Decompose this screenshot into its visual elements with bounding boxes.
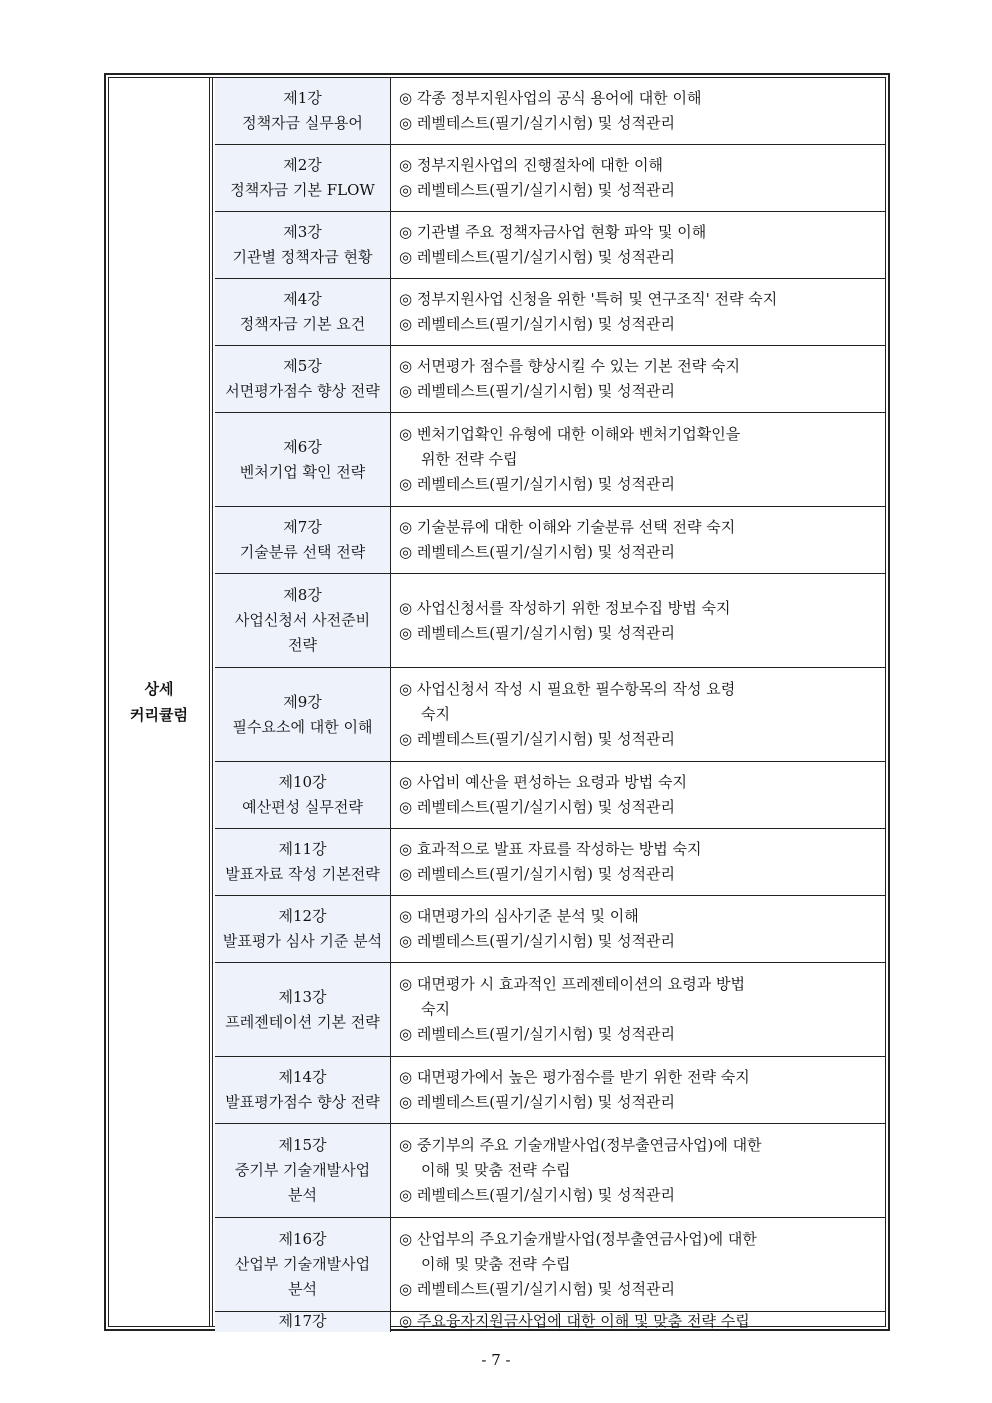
lecture-description-line: ◎ 레벨테스트(필기/실기시험) 및 성적관리	[399, 1093, 675, 1111]
lecture-number: 제1강	[283, 89, 322, 107]
lecture-title: 벤처기업 확인 전략	[239, 462, 366, 481]
page-number: - 7 -	[481, 1351, 511, 1369]
lecture-description-line: ◎ 서면평가 점수를 향상시킬 수 있는 기본 전략 숙지	[399, 357, 741, 375]
lecture-description-line: ◎ 대면평가의 심사기준 분석 및 이해	[399, 907, 639, 925]
curriculum-table	[108, 77, 886, 1330]
lecture-description-line: ◎ 각종 정부지원사업의 공식 용어에 대한 이해	[399, 89, 702, 107]
lecture-description-line: 숙지	[421, 705, 450, 723]
lecture-row	[215, 413, 885, 507]
lecture-description-line: ◎ 주요융자지원금사업에 대한 이해 및 맞춤 전략 수립	[399, 1312, 750, 1330]
lecture-number: 제3강	[283, 223, 322, 241]
lecture-row	[215, 1218, 885, 1312]
lecture-description-line: ◎ 레벨테스트(필기/실기시험) 및 성적관리	[399, 1280, 675, 1298]
lecture-row	[215, 1312, 885, 1332]
lecture-title: 전략	[288, 636, 317, 654]
side-column-divider	[212, 78, 213, 1326]
lecture-description-cell	[391, 829, 885, 895]
lecture-row	[215, 574, 885, 668]
lecture-number: 제13강	[278, 987, 327, 1006]
lecture-title-cell	[215, 762, 391, 828]
lecture-title-cell	[215, 896, 391, 962]
lecture-row	[215, 145, 885, 212]
lecture-title: 산업부 기술개발사업	[234, 1255, 371, 1273]
lecture-title: 기술분류 선택 전략	[239, 543, 366, 561]
side-label-line: 상세	[144, 680, 174, 698]
lecture-row	[215, 507, 885, 574]
lecture-description-cell	[391, 963, 885, 1056]
lecture-description-cell	[391, 1124, 885, 1217]
lecture-description-line: 이해 및 맞춤 전략 수립	[421, 1255, 571, 1273]
lecture-row	[215, 78, 885, 145]
lecture-row	[215, 346, 885, 413]
lecture-description-line: ◎ 대면평가에서 높은 평가점수를 받기 위한 전략 숙지	[399, 1068, 750, 1086]
lecture-description-line: ◎ 중기부의 주요 기술개발사업(정부출연금사업)에 대한	[399, 1136, 762, 1154]
lecture-description-line: ◎ 효과적으로 발표 자료를 작성하는 방법 숙지	[399, 840, 702, 858]
lecture-row	[215, 279, 885, 346]
lecture-title-cell	[215, 668, 391, 761]
curriculum-table-frame	[104, 73, 890, 1331]
lecture-description-line: ◎ 레벨테스트(필기/실기시험) 및 성적관리	[399, 730, 675, 748]
lecture-row	[215, 212, 885, 279]
lecture-description-line: 위한 전략 수립	[421, 450, 518, 468]
lecture-title: 분석	[288, 1280, 317, 1298]
lecture-description-line: ◎ 사업신청서를 작성하기 위한 정보수집 방법 숙지	[399, 598, 731, 617]
lecture-row	[215, 762, 885, 829]
lecture-number: 제7강	[283, 518, 322, 536]
lecture-number: 제2강	[283, 156, 322, 174]
lecture-title: 필수요소에 대한 이해	[232, 717, 373, 736]
lecture-description-cell	[391, 668, 885, 761]
lecture-title-cell	[215, 413, 391, 506]
lecture-description-cell	[391, 896, 885, 962]
lecture-number: 제17강	[278, 1312, 327, 1330]
lecture-description-line: ◎ 레벨테스트(필기/실기시험) 및 성적관리	[399, 798, 675, 816]
lecture-row	[215, 963, 885, 1057]
lecture-description-line: ◎ 레벨테스트(필기/실기시험) 및 성적관리	[399, 543, 675, 561]
lecture-row	[215, 829, 885, 896]
lecture-title: 발표자료 작성 기본전략	[225, 865, 380, 883]
lecture-title-cell	[215, 346, 391, 412]
lecture-title: 정책자금 기본 요건	[239, 315, 366, 333]
lecture-description-cell	[391, 574, 885, 667]
lecture-row	[215, 896, 885, 963]
lecture-title-cell	[215, 145, 391, 211]
lecture-description-line: ◎ 레벨테스트(필기/실기시험) 및 성적관리	[399, 315, 675, 333]
lecture-title: 프레젠테이션 기본 전략	[225, 1012, 380, 1031]
lecture-description-line: ◎ 레벨테스트(필기/실기시험) 및 성적관리	[399, 382, 675, 400]
lecture-description-line: ◎ 대면평가 시 효과적인 프레젠테이션의 요령과 방법	[399, 975, 745, 993]
lecture-description-cell	[391, 1057, 885, 1123]
lecture-description-line: ◎ 사업비 예산을 편성하는 요령과 방법 숙지	[399, 773, 688, 791]
lecture-description-line: ◎ 사업신청서 작성 시 필요한 필수항목의 작성 요령	[399, 680, 736, 698]
lecture-row	[215, 1124, 885, 1218]
lecture-number: 제15강	[278, 1136, 327, 1154]
lecture-title-cell	[215, 1124, 391, 1217]
lecture-description-cell	[391, 78, 885, 144]
lecture-description-line: ◎ 정부지원사업 신청을 위한 '특허 및 연구조직' 전략 숙지	[399, 290, 778, 308]
lecture-description-line: ◎ 레벨테스트(필기/실기시험) 및 성적관리	[399, 248, 675, 266]
lecture-number: 제6강	[283, 437, 322, 456]
lecture-number: 제5강	[283, 357, 322, 375]
lecture-description-line: ◎ 벤처기업확인 유형에 대한 이해와 벤처기업확인을	[399, 425, 741, 443]
lecture-description-cell	[391, 212, 885, 278]
lecture-description-line: ◎ 기관별 주요 정책자금사업 현황 파악 및 이해	[399, 223, 707, 241]
side-label-line: 커리큘럼	[130, 706, 188, 724]
lecture-row	[215, 1057, 885, 1124]
lecture-title: 서면평가점수 향상 전략	[225, 382, 380, 400]
lecture-number: 제12강	[278, 907, 327, 925]
lecture-title: 발표평가 심사 기준 분석	[222, 932, 383, 950]
lecture-title-cell	[215, 1057, 391, 1123]
lecture-title: 기관별 정책자금 현황	[232, 248, 373, 266]
lecture-title-cell	[215, 212, 391, 278]
lecture-title-cell	[215, 1312, 391, 1332]
lecture-description-line: ◎ 레벨테스트(필기/실기시험) 및 성적관리	[399, 114, 675, 132]
lecture-title: 중기부 기술개발사업	[234, 1161, 371, 1179]
lecture-description-line: ◎ 레벨테스트(필기/실기시험) 및 성적관리	[399, 623, 675, 642]
lecture-description-line: ◎ 레벨테스트(필기/실기시험) 및 성적관리	[399, 1186, 675, 1204]
lecture-description-cell	[391, 1312, 885, 1332]
lecture-number: 제10강	[278, 773, 327, 791]
lecture-rows	[215, 78, 885, 1330]
lecture-description-line: ◎ 레벨테스트(필기/실기시험) 및 성적관리	[399, 181, 675, 199]
lecture-title-cell	[215, 279, 391, 345]
lecture-description-cell	[391, 413, 885, 506]
lecture-title: 예산편성 실무전략	[242, 798, 363, 816]
lecture-description-line: ◎ 레벨테스트(필기/실기시험) 및 성적관리	[399, 1025, 675, 1043]
lecture-number: 제8강	[283, 586, 322, 604]
lecture-title: 정책자금 실무용어	[242, 114, 363, 132]
lecture-description-cell	[391, 279, 885, 345]
lecture-description-cell	[391, 762, 885, 828]
lecture-description-cell	[391, 346, 885, 412]
lecture-title-cell	[215, 1218, 391, 1311]
lecture-description-line: 이해 및 맞춤 전략 수립	[421, 1161, 571, 1179]
lecture-description-line: ◎ 기술분류에 대한 이해와 기술분류 선택 전략 숙지	[399, 518, 736, 536]
lecture-description-line: 숙지	[421, 1000, 450, 1018]
lecture-title: 사업신청서 사전준비	[234, 611, 371, 629]
lecture-number: 제14강	[278, 1068, 327, 1086]
lecture-number: 제11강	[278, 840, 327, 858]
lecture-number: 제4강	[283, 290, 322, 308]
lecture-title-cell	[215, 963, 391, 1056]
lecture-description-line: ◎ 레벨테스트(필기/실기시험) 및 성적관리	[399, 475, 675, 493]
lecture-description-line: ◎ 정부지원사업의 진행절차에 대한 이해	[399, 156, 664, 174]
side-label	[109, 676, 209, 728]
lecture-number: 제16강	[278, 1230, 327, 1248]
lecture-description-line: ◎ 산업부의 주요기술개발사업(정부출연금사업)에 대한	[399, 1230, 757, 1248]
lecture-description-cell	[391, 507, 885, 573]
lecture-title: 발표평가점수 향상 전략	[225, 1093, 380, 1111]
lecture-number: 제9강	[283, 692, 322, 711]
lecture-description-cell	[391, 1218, 885, 1311]
lecture-description-line: ◎ 레벨테스트(필기/실기시험) 및 성적관리	[399, 865, 675, 883]
lecture-title: 정책자금 기본 FLOW	[230, 181, 375, 199]
lecture-description-cell	[391, 145, 885, 211]
lecture-row	[215, 668, 885, 762]
lecture-title-cell	[215, 829, 391, 895]
lecture-title-cell	[215, 78, 391, 144]
lecture-title-cell	[215, 507, 391, 573]
lecture-title-cell	[215, 574, 391, 667]
lecture-description-line: ◎ 레벨테스트(필기/실기시험) 및 성적관리	[399, 932, 675, 950]
lecture-title: 분석	[288, 1186, 317, 1204]
